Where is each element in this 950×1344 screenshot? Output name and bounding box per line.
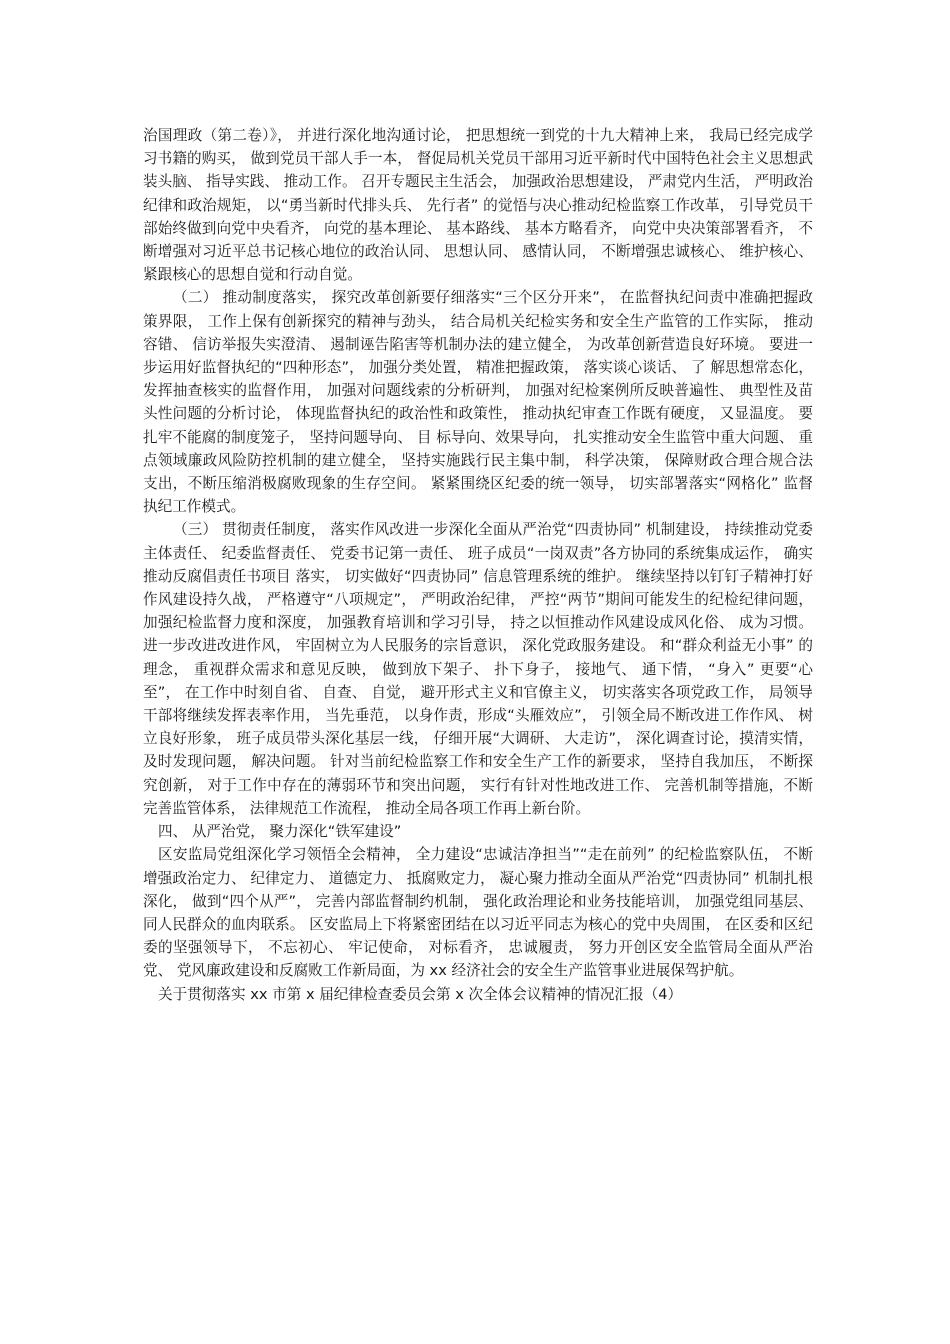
paragraph-section-two: （二） 推动制度落实， 探究改革创新要仔细落实“三个区分开来”， 在监督执纪问责中准确把握政策界限， 工作上保有创新探究的精神与劲头， 结合局机关纪检实务和安全生产监管的工作实际， 推动容错、 信访举报失实澄清、 遏制诬告陷害等机制办法的建立健全， 为改革创新营造良好环境。 要进一步运用好监督执纪的“四种形态”， 加强分类处置， 精准把握政策， 落实谈心谈话、 了 解思想常态化， 发挥抽查核实的监督作用， 加强对问题线索的分析研判， 加强对纪检案例所反映普遍性、 典型性及苗头性问题的分析讨论， 体现监督执纪的政治性和政策性， 推动执纪审查工作既有硬度， 又显温度。 要扎牢不能腐的制度笼子， 坚持问题导向、 目 标导向、效果导向， 扎实推动安全生监管中重大问题、 重点领域廉政风险防控机制的建立健全， 坚持实施践行民主集中制， 科学决策， 保障财政合理合规合法支出，不断压缩消极腐败现象的生存空间。 紧紧围绕区纪委的统一领导， 切实部署落实“网格化” 监督执纪工作模式。 xyxy=(143,289,813,516)
document-page xyxy=(143,124,813,1006)
paragraph-continuation: 治国理政（第二卷）》， 并进行深化地沟通讨论， 把思想统一到党的十九大精神上来， 我局已经完成学习书籍的购买， 做到党员干部人手一本， 督促局机关党员干部用习近平新时代中国特色社会主义思想武装头脑、 指导实践、 推动工作。 召开专题民主生活会， 加强政治思想建设， 严肃党内生活， 严明政治纪律和政治规矩， 以“勇当新时代排头兵、 先行者” 的觉悟与决心推动纪检监察工作改革， 引导党员干部始终做到向党中央看齐， 向党的基本理论、 基本路线、 基本方略看齐， 向党中央决策部署看齐， 不断增强对习近平总书记核心地位的政治认同、 思想认同、 感情认同， 不断增强忠诚核心、 维护核心、 紧跟核心的思想自觉和行动自觉。 xyxy=(143,127,813,284)
paragraph-section-four: 区安监局党组深化学习领悟全会精神， 全力建设“忠诚洁净担当”“走在前列” 的纪检监察队伍， 不断增强政治定力、 纪律定力、 道德定力、 抵腐败定力， 凝心聚力推动全面从严治党“四责协同” 机制扎根深化， 做到“四个从严”， 完善内部监督制约机制， 强化政治理论和业务技能培训， 加强党组同基层、 同人民群众的血肉联系。 区安监局上下将紧密团结在以习近平同志为核心的党中央周围， 在区委和区纪委的坚强领导下， 不忘初心、 牢记使命， 对标看齐， 忠诚履责， 努力开创区安全监管局全面从严治党、 党风廉政建设和反腐败工作新局面，为 xx 经济社会的安全生产监管事业进展保驾护航。 xyxy=(143,846,813,980)
paragraph-section-three: （三） 贯彻责任制度， 落实作风改进一步深化全面从严治党“四责协同” 机制建设， 持续推动党委主体责任、 纪委监督责任、 党委书记第一责任、 班子成员“一岗双责”各方协同的系统集成运作， 确实推动反腐倡责任书项目 落实， 切实做好“四责协同” 信息管理系统的维护。 继续坚持以钉钉子精神打好作风建设持久战， 严格遵守“八项规定”， 严明政治纪律， 严控“两节”期间可能发生的纪检纪律问题， 加强纪检监督力度和深度， 加强教育培训和学习引导， 持之以恒推动作风建设成风化俗、 成为习惯。 进一步改进改进作风， 牢固树立为人民服务的宗旨意识， 深化党政服务建设。 和“群众利益无小事” 的理念， 重视群众需求和意见反映， 做到放下架子、 扑下身子， 接地气、 通下情， “身入” 更要“心至”， 在工作中时刻自省、 自查、 自觉， 避开形式主义和官僚主义， 切实落实各项党政工作， 局领导干部将继续发挥表率作用， 当先垂范， 以身作责，形成“头雁效应”， 引领全局不断改进工作作风、 树立良好形象， 班子成员带头深化基层一线， 仔细开展“大调研、 大走访”， 深化调查讨论，摸清实情， 及时发现问题， 解决问题。 针对当前纪检监察工作和安全生产工作的新要求， 坚持自我加压， 不断探究创新， 对于工作中存在的薄弱环节和突出问题， 实行有针对性地改进工作、 完善机制等措施，不断完善监管体系， 法律规范工作流程， 推动全局各项工作再上新台阶。 xyxy=(143,521,813,817)
section-heading-four: 四、 从严治党， 聚力深化“铁军建设” xyxy=(158,823,402,841)
document-title-next: 关于贯彻落实 xx 市第 x 届纪律检查委员会第 x 次全体会议精神的情况汇报（4） xyxy=(158,985,683,1003)
